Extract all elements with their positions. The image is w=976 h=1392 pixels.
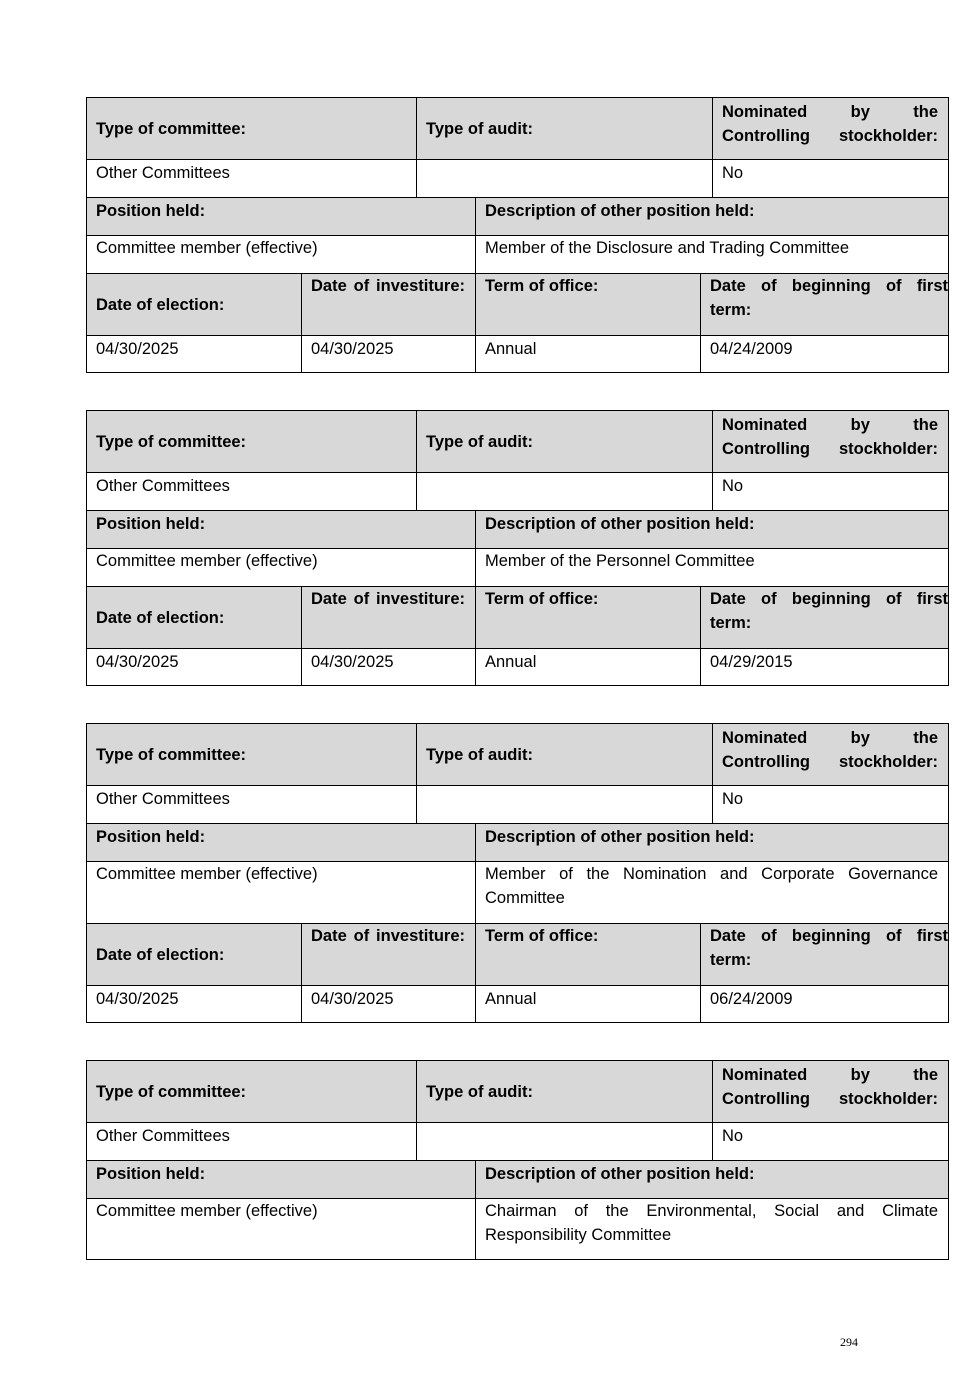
date-of-investiture-label: Date of investiture: — [301, 923, 475, 985]
position-held-label: Position held: — [86, 197, 475, 235]
position-held-value: Committee member (effective) — [86, 235, 475, 273]
date-of-election-value: 04/30/2025 — [86, 648, 301, 686]
term-of-office-value: Annual — [475, 335, 700, 373]
description-other-value: Member of the Nomination and Corporate Governance Committee — [475, 861, 949, 923]
type-of-committee-value: Other Committees — [86, 785, 416, 823]
date-of-investiture-value: 04/30/2025 — [301, 985, 475, 1023]
position-held-value: Committee member (effective) — [86, 1198, 475, 1260]
type-of-committee-label: Type of committee: — [86, 1060, 416, 1122]
date-first-term-value: 04/29/2015 — [700, 648, 949, 686]
description-other-value: Member of the Personnel Committee — [475, 548, 949, 586]
date-of-election-label: Date of election: — [86, 923, 301, 985]
description-other-label: Description of other position held: — [475, 510, 949, 548]
position-held-label: Position held: — [86, 1160, 475, 1198]
nominated-label: Nominated by the Controlling stockholder: — [712, 723, 949, 785]
type-of-committee-value: Other Committees — [86, 159, 416, 197]
date-first-term-value: 06/24/2009 — [700, 985, 949, 1023]
description-other-value: Member of the Disclosure and Trading Committee — [475, 235, 949, 273]
description-other-label: Description of other position held: — [475, 1160, 949, 1198]
committee-block-4 — [86, 1060, 949, 1260]
position-held-label: Position held: — [86, 823, 475, 861]
nominated-label: Nominated by the Controlling stockholder: — [712, 1060, 949, 1122]
nominated-value: No — [712, 159, 949, 197]
nominated-label: Nominated by the Controlling stockholder: — [712, 97, 949, 159]
type-of-committee-label: Type of committee: — [86, 723, 416, 785]
committee-block-1 — [86, 97, 949, 373]
description-other-label: Description of other position held: — [475, 823, 949, 861]
position-held-label: Position held: — [86, 510, 475, 548]
date-of-investiture-label: Date of investiture: — [301, 273, 475, 335]
date-first-term-label: Date of beginning of first term: — [700, 923, 949, 985]
date-of-election-label: Date of election: — [86, 586, 301, 648]
term-of-office-label: Term of office: — [475, 923, 700, 985]
date-of-investiture-value: 04/30/2025 — [301, 335, 475, 373]
term-of-office-label: Term of office: — [475, 273, 700, 335]
type-of-audit-value — [416, 472, 712, 510]
date-first-term-label: Date of beginning of first term: — [700, 586, 949, 648]
type-of-committee-label: Type of committee: — [86, 410, 416, 472]
date-of-investiture-value: 04/30/2025 — [301, 648, 475, 686]
position-held-value: Committee member (effective) — [86, 548, 475, 586]
date-of-election-value: 04/30/2025 — [86, 335, 301, 373]
date-of-election-label: Date of election: — [86, 273, 301, 335]
nominated-value: No — [712, 472, 949, 510]
page-number: 294 — [840, 1335, 858, 1349]
description-other-label: Description of other position held: — [475, 197, 949, 235]
type-of-audit-value — [416, 1122, 712, 1160]
term-of-office-value: Annual — [475, 648, 700, 686]
term-of-office-label: Term of office: — [475, 586, 700, 648]
type-of-committee-label: Type of committee: — [86, 97, 416, 159]
type-of-audit-value — [416, 785, 712, 823]
committee-block-3 — [86, 723, 949, 1023]
type-of-audit-label: Type of audit: — [416, 1060, 712, 1122]
type-of-audit-label: Type of audit: — [416, 410, 712, 472]
term-of-office-value: Annual — [475, 985, 700, 1023]
type-of-audit-label: Type of audit: — [416, 723, 712, 785]
date-first-term-label: Date of beginning of first term: — [700, 273, 949, 335]
type-of-audit-value — [416, 159, 712, 197]
type-of-committee-value: Other Committees — [86, 472, 416, 510]
date-first-term-value: 04/24/2009 — [700, 335, 949, 373]
position-held-value: Committee member (effective) — [86, 861, 475, 923]
committee-block-2 — [86, 410, 949, 686]
nominated-value: No — [712, 1122, 949, 1160]
description-other-value: Chairman of the Environmental, Social and Climate Responsibility Committee — [475, 1198, 949, 1260]
type-of-committee-value: Other Committees — [86, 1122, 416, 1160]
type-of-audit-label: Type of audit: — [416, 97, 712, 159]
date-of-investiture-label: Date of investiture: — [301, 586, 475, 648]
date-of-election-value: 04/30/2025 — [86, 985, 301, 1023]
nominated-label: Nominated by the Controlling stockholder: — [712, 410, 949, 472]
nominated-value: No — [712, 785, 949, 823]
